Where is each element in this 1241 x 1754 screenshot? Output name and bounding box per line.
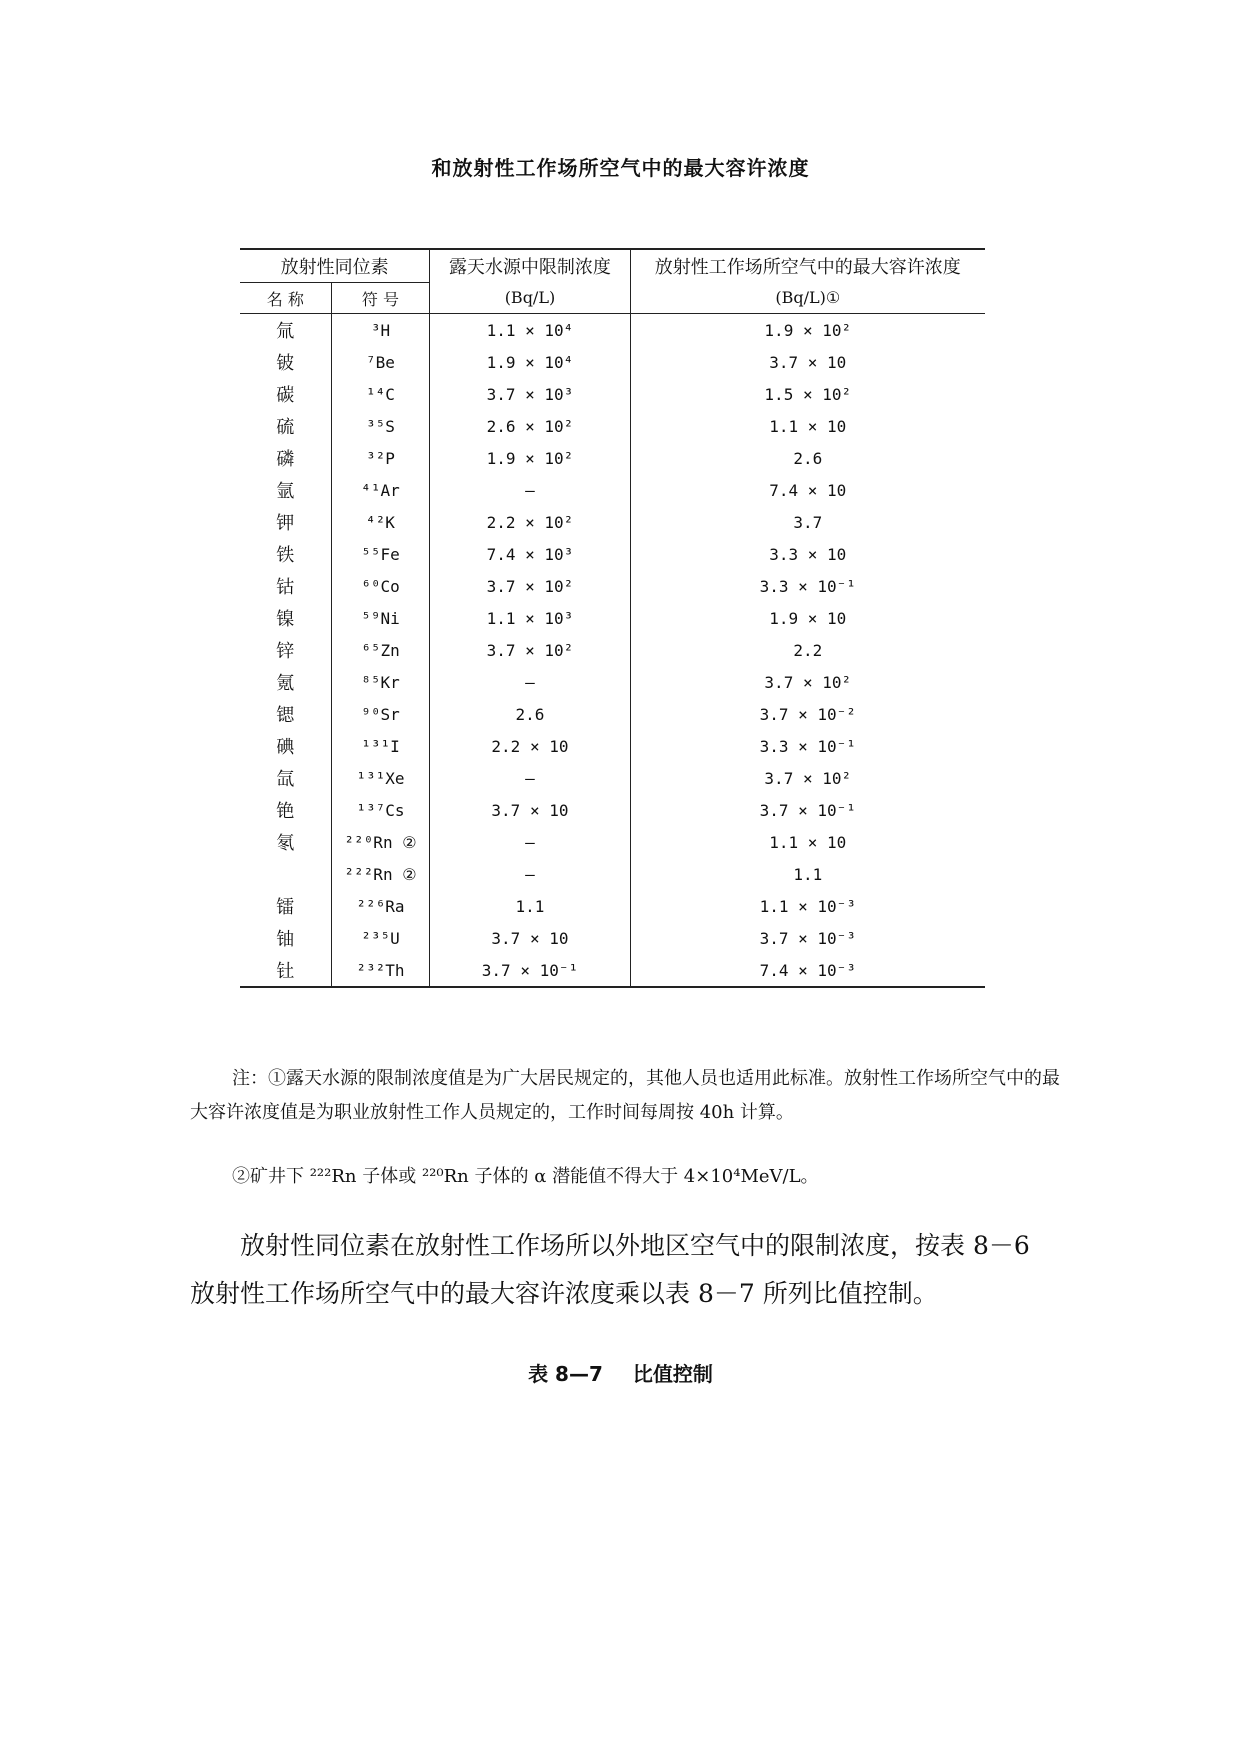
cell-symbol: ²²⁶Ra	[331, 890, 430, 922]
table-body	[240, 314, 985, 988]
table-row	[240, 538, 985, 570]
cell-symbol: ²³²Th	[331, 954, 430, 987]
cell-name: 碘	[240, 730, 331, 762]
cell-air-limit: 7.4 × 10⁻³	[759, 960, 856, 980]
cell-air-limit: 3.7 × 10⁻²	[759, 704, 856, 724]
cell-symbol: ²²⁰Rn ②	[331, 826, 430, 858]
cell-air-limit: 1.9 × 10	[769, 608, 847, 628]
cell-name: 钍	[240, 954, 331, 987]
cell-symbol: ⁹⁰Sr	[331, 698, 430, 730]
cell-symbol: ⁴²K	[331, 506, 430, 538]
cell-air-limit: 2.6	[793, 448, 823, 468]
header-name: 名 称	[240, 283, 331, 314]
cell-air-limit: 3.7 × 10⁻¹	[759, 800, 856, 820]
cell-air-limit: 1.1 × 10	[769, 832, 847, 852]
cell-water-limit: 2.6 × 10²	[430, 410, 630, 442]
cell-symbol: ³H	[331, 314, 430, 347]
cell-name: 铀	[240, 922, 331, 954]
table-row	[240, 698, 985, 730]
cell-symbol: ⁵⁵Fe	[331, 538, 430, 570]
table-row	[240, 506, 985, 538]
table-caption	[0, 1358, 1241, 1387]
cell-name: 钾	[240, 506, 331, 538]
cell-name: 铁	[240, 538, 331, 570]
cell-water-limit: 7.4 × 10³	[430, 538, 630, 570]
cell-air-limit: 3.7 × 10	[769, 352, 847, 372]
cell-name: 铍	[240, 346, 331, 378]
cell-air-limit: 3.7 × 10²	[764, 672, 852, 692]
cell-symbol: ⁴¹Ar	[331, 474, 430, 506]
table-title: 和放射性工作场所空气中的最大容许浓度	[431, 156, 810, 180]
table-row	[240, 730, 985, 762]
cell-air-limit: 1.9 × 10²	[764, 320, 852, 340]
cell-symbol: ⁶⁰Co	[331, 570, 430, 602]
header-water-unit: (Bq/L)	[430, 283, 630, 314]
table-row	[240, 346, 985, 378]
cell-water-limit: 1.9 × 10⁴	[430, 346, 630, 378]
cell-name: 氙	[240, 762, 331, 794]
cell-water-limit: —	[430, 858, 630, 890]
cell-air-limit: 1.1 × 10	[769, 416, 847, 436]
cell-symbol: ⁷Be	[331, 346, 430, 378]
cell-name: 镍	[240, 602, 331, 634]
cell-air-limit: 2.2	[793, 640, 823, 660]
cell-symbol: ²³⁵U	[331, 922, 430, 954]
cell-water-limit: 3.7 × 10³	[430, 378, 630, 410]
cell-name: 氩	[240, 474, 331, 506]
cell-water-limit: —	[430, 666, 630, 698]
cell-name: 钴	[240, 570, 331, 602]
cell-water-limit: 3.7 × 10²	[430, 634, 630, 666]
footnote-2: ②矿井下 ²²²Rn 子体或 ²²⁰Rn 子体的 α 潜能值不得大于 4×10⁴MeV/L。	[232, 1166, 819, 1187]
cell-symbol: ¹³¹I	[331, 730, 430, 762]
table-row	[240, 826, 985, 858]
cell-name: 锶	[240, 698, 331, 730]
caption-number: 表 8—7	[528, 1362, 603, 1386]
cell-air-limit: 1.1 × 10⁻³	[759, 896, 856, 916]
table-row	[240, 666, 985, 698]
table-row	[240, 602, 985, 634]
cell-water-limit: 1.1	[430, 890, 630, 922]
cell-name: 磷	[240, 442, 331, 474]
table-row	[240, 474, 985, 506]
cell-symbol: ¹³⁷Cs	[331, 794, 430, 826]
cell-symbol: ⁶⁵Zn	[331, 634, 430, 666]
cell-name: 硫	[240, 410, 331, 442]
cell-name: 碳	[240, 378, 331, 410]
cell-name: 锌	[240, 634, 331, 666]
cell-air-limit: 3.7 × 10⁻³	[759, 928, 856, 948]
cell-water-limit: 1.9 × 10²	[430, 442, 630, 474]
caption-text: 比值控制	[632, 1362, 713, 1386]
body-paragraph: 放射性同位素在放射性工作场所以外地区空气中的限制浓度，按表 8－6 放射性工作场所空气中的最大容许浓度乘以表 8－7 所列比值控制。	[190, 1231, 1030, 1308]
cell-water-limit: 2.2 × 10	[430, 730, 630, 762]
header-air-unit: (Bq/L)①	[775, 288, 841, 308]
cell-symbol: ¹³¹Xe	[331, 762, 430, 794]
cell-air-limit: 3.3 × 10	[769, 544, 847, 564]
table-row	[240, 794, 985, 826]
concentration-table	[240, 248, 985, 988]
table-row	[240, 890, 985, 922]
cell-water-limit: —	[430, 826, 630, 858]
table-row	[240, 442, 985, 474]
cell-name: 氡	[240, 826, 331, 858]
table-row	[240, 762, 985, 794]
cell-symbol: ⁸⁵Kr	[331, 666, 430, 698]
cell-name: 氪	[240, 666, 331, 698]
cell-water-limit: 3.7 × 10⁻¹	[430, 954, 630, 987]
cell-air-limit: 3.7	[793, 512, 823, 532]
header-isotope-group: 放射性同位素	[240, 249, 430, 283]
cell-water-limit: 3.7 × 10	[430, 922, 630, 954]
cell-water-limit: —	[430, 474, 630, 506]
cell-water-limit: 2.6	[430, 698, 630, 730]
cell-water-limit: 3.7 × 10²	[430, 570, 630, 602]
cell-symbol: ⁵⁹Ni	[331, 602, 430, 634]
cell-name: 氚	[240, 314, 331, 347]
cell-water-limit: 3.7 × 10	[430, 794, 630, 826]
header-air-limit: 放射性工作场所空气中的最大容许浓度	[654, 257, 961, 279]
cell-name: 镭	[240, 890, 331, 922]
header-water-limit: 露天水源中限制浓度	[430, 249, 630, 283]
cell-air-limit: 3.7 × 10²	[764, 768, 852, 788]
cell-water-limit: 1.1 × 10³	[430, 602, 630, 634]
cell-water-limit: 2.2 × 10²	[430, 506, 630, 538]
cell-water-limit: 1.1 × 10⁴	[430, 314, 630, 347]
cell-air-limit: 3.3 × 10⁻¹	[759, 736, 856, 756]
cell-symbol: ²²²Rn ②	[331, 858, 430, 890]
cell-name: 铯	[240, 794, 331, 826]
table-row	[240, 314, 985, 347]
table-row	[240, 570, 985, 602]
cell-air-limit: 1.1	[793, 864, 823, 884]
cell-air-limit: 1.5 × 10²	[764, 384, 852, 404]
cell-symbol: ³⁵S	[331, 410, 430, 442]
table-row	[240, 410, 985, 442]
cell-symbol: ³²P	[331, 442, 430, 474]
cell-air-limit: 3.3 × 10⁻¹	[759, 576, 856, 596]
table-row	[240, 634, 985, 666]
table-row	[240, 954, 985, 987]
table-row	[240, 922, 985, 954]
cell-water-limit: —	[430, 762, 630, 794]
cell-name	[240, 858, 331, 890]
cell-air-limit: 7.4 × 10	[769, 480, 847, 500]
table-row	[240, 378, 985, 410]
header-symbol: 符 号	[331, 283, 430, 314]
table-row	[240, 858, 985, 890]
cell-symbol: ¹⁴C	[331, 378, 430, 410]
footnote-1: 注：①露天水源的限制浓度值是为广大居民规定的，其他人员也适用此标准。放射性工作场所空气中的最大容许浓度值是为职业放射性工作人员规定的，工作时间每周按 40h 计算。	[190, 1068, 1060, 1123]
